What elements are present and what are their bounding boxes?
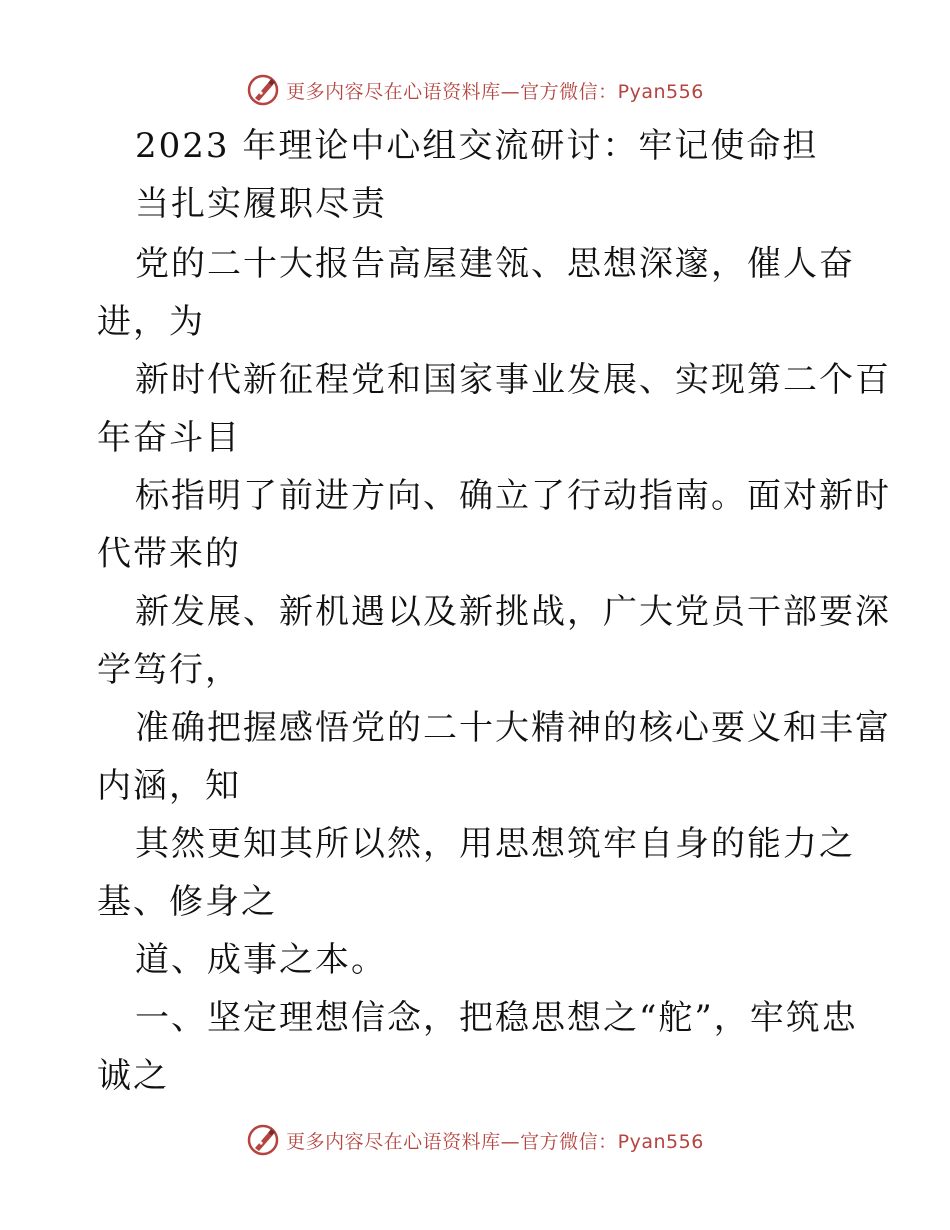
paragraph-line: 代带来的 xyxy=(97,534,241,574)
paragraph-line: 内涵，知 xyxy=(97,766,241,806)
document-title-line-1: 2023 年理论中心组交流研讨：牢记使命担 xyxy=(135,126,819,166)
paragraph-line: 标指明了前进方向、确立了行动指南。面对新时 xyxy=(135,476,891,516)
paragraph-line: 基、修身之 xyxy=(97,882,277,922)
paragraph-line: 新时代新征程党和国家事业发展、实现第二个百 xyxy=(135,360,891,400)
header-watermark xyxy=(0,70,950,110)
footer-watermark xyxy=(0,1120,950,1160)
paragraph-line: 其然更知其所以然，用思想筑牢自身的能力之 xyxy=(135,824,855,864)
watermark-text: 更多内容尽在心语资料库—官方微信：Pyan556 xyxy=(286,80,704,103)
paragraph-line: 党的二十大报告高屋建瓴、思想深邃，催人奋 xyxy=(135,244,855,284)
section-heading-line: 诚之 xyxy=(97,1056,169,1096)
fountain-pen-seal-icon xyxy=(246,1123,280,1157)
paragraph-line: 准确把握感悟党的二十大精神的核心要义和丰富 xyxy=(135,708,891,748)
document-title-line-2: 当扎实履职尽责 xyxy=(135,184,387,224)
paragraph-line: 新发展、新机遇以及新挑战，广大党员干部要深 xyxy=(135,592,891,632)
paragraph-line: 道、成事之本。 xyxy=(135,940,387,980)
section-heading-line: 一、坚定理想信念，把稳思想之“舵”，牢筑忠 xyxy=(135,998,858,1038)
watermark-text: 更多内容尽在心语资料库—官方微信：Pyan556 xyxy=(286,1130,704,1153)
paragraph-line: 进，为 xyxy=(97,302,205,342)
paragraph-line: 学笃行， xyxy=(97,650,241,690)
paragraph-line: 年奋斗目 xyxy=(97,418,241,458)
fountain-pen-seal-icon xyxy=(246,73,280,107)
